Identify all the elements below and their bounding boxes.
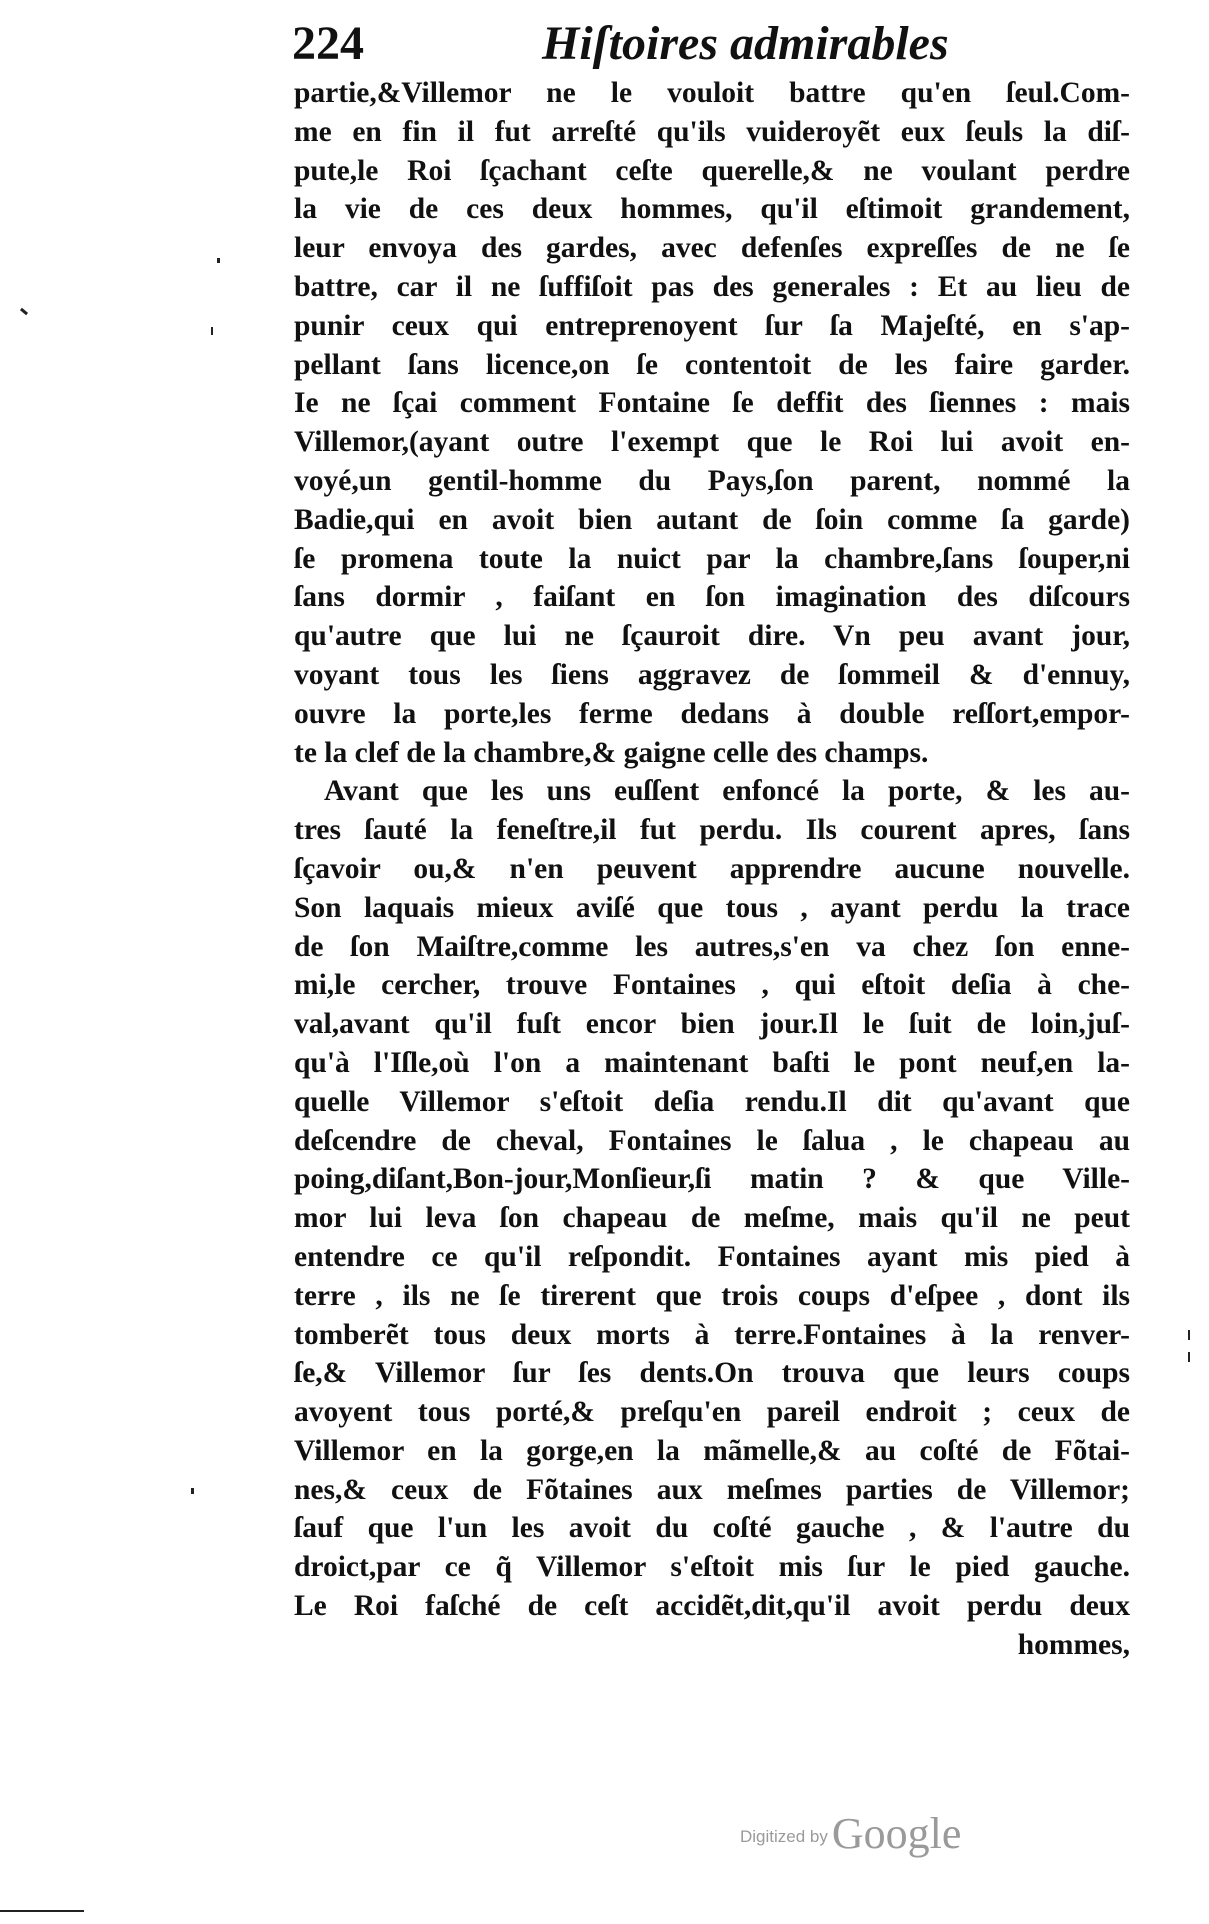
text-line: Le Roi faſché de ceſt accidẽt,dit,qu'il avoit perdu deux bbox=[294, 1590, 1130, 1623]
page-header bbox=[292, 14, 1122, 74]
text-line: leur envoya des gardes, avec defenſes expreſſes de ne ſe bbox=[294, 232, 1130, 265]
text-line: Badie,qui en avoit bien autant de ſoin comme ſa garde) bbox=[294, 503, 1130, 536]
watermark-prefix: Digitized by bbox=[740, 1827, 828, 1846]
scan-speck bbox=[211, 327, 213, 335]
scan-speck bbox=[1188, 1352, 1190, 1362]
text-line: nes,& ceux de Fõtaines aux meſmes parties de Villemor; bbox=[294, 1473, 1130, 1506]
text-line: qu'à l'Iſle,où l'on a maintenant baſti le pont neuf,en la- bbox=[294, 1046, 1130, 1079]
running-head: Hiſtoires admirables bbox=[542, 17, 949, 70]
body-text bbox=[294, 74, 1130, 1665]
text-line: partie,&Villemor ne le vouloit battre qu'en ſeul.Com- bbox=[294, 77, 1130, 109]
text-line: te la clef de la chambre,& gaigne celle des champs. bbox=[294, 736, 929, 769]
text-line: battre, car il ne ſuffiſoit pas des generales : Et au lieu de bbox=[294, 270, 1130, 303]
page-number: 224 bbox=[292, 17, 364, 70]
scan-speck bbox=[1188, 1330, 1190, 1340]
text-line: punir ceux qui entreprenoyent ſur ſa Majeſté, en s'ap- bbox=[294, 309, 1130, 342]
text-line: ſe promena toute la nuict par la chambre,ſans ſouper,ni bbox=[294, 542, 1130, 575]
text-line: avoyent tous porté,& preſqu'en pareil endroit ; ceux de bbox=[294, 1396, 1130, 1429]
scan-speck bbox=[217, 258, 220, 263]
text-line: ſans dormir , faiſant en ſon imagination des diſcours bbox=[294, 581, 1130, 614]
catchword: hommes, bbox=[1017, 1628, 1130, 1661]
text-line: me en fin il fut arreſté qu'ils vuideroyẽt eux ſeuls la diſ- bbox=[294, 115, 1130, 148]
text-line: Villemor en la gorge,en la mãmelle,& au coſté de Fõtai- bbox=[294, 1434, 1130, 1467]
text-line: val,avant qu'il fuſt encor bien jour.Il le ſuit de loin,juſ- bbox=[294, 1008, 1130, 1041]
text-line: Son laquais mieux aviſé que tous , ayant perdu la trace bbox=[294, 891, 1130, 924]
text-line: de ſon Maiſtre,comme les autres,s'en va chez ſon enne- bbox=[294, 930, 1130, 963]
text-line: quelle Villemor s'eſtoit deſia rendu.Il dit qu'avant que bbox=[294, 1085, 1130, 1118]
text-line: ſauf que l'un les avoit du coſté gauche , & l'autre du bbox=[294, 1512, 1130, 1545]
text-line: terre , ils ne ſe tirerent que trois coups d'eſpee , dont ils bbox=[294, 1279, 1130, 1312]
text-line: deſcendre de cheval, Fontaines le ſalua , le chapeau au bbox=[294, 1124, 1130, 1157]
text-line: la vie de ces deux hommes, qu'il eſtimoit grandement, bbox=[294, 193, 1130, 226]
scan-speck bbox=[20, 308, 28, 315]
scan-speck bbox=[191, 1488, 194, 1494]
text-line: pute,le Roi ſçachant ceſte querelle,& ne voulant perdre bbox=[294, 154, 1130, 187]
text-line: droict,par ce q̃ Villemor s'eſtoit mis ſur le pied gauche. bbox=[294, 1551, 1130, 1584]
google-watermark bbox=[740, 1808, 961, 1859]
text-line: voyant tous les ſiens aggravez de ſommeil & d'ennuy, bbox=[294, 658, 1130, 691]
text-line: entendre ce qu'il reſpondit. Fontaines ayant mis pied à bbox=[294, 1240, 1130, 1273]
text-line: tomberẽt tous deux morts à terre.Fontaines à la renver- bbox=[294, 1318, 1130, 1351]
text-line: Avant que les uns euſſent enfoncé la porte, & les au- bbox=[324, 775, 1130, 808]
google-logo: Google bbox=[831, 1809, 962, 1858]
text-line: voyé,un gentil-homme du Pays,ſon parent, nommé la bbox=[294, 464, 1130, 497]
text-line: pellant ſans licence,on ſe contentoit de les faire garder. bbox=[294, 348, 1130, 381]
text-line: Villemor,(ayant outre l'exempt que le Roi lui avoit en- bbox=[294, 426, 1130, 459]
text-line: Ie ne ſçai comment Fontaine ſe deffit des ſiennes : mais bbox=[294, 387, 1130, 420]
text-line: qu'autre que lui ne ſçauroit dire. Vn peu avant jour, bbox=[294, 620, 1130, 653]
text-line: tres ſauté la feneſtre,il fut perdu. Ils courent apres, ſans bbox=[294, 814, 1130, 847]
text-line: ouvre la porte,les ferme dedans à double reſſort,empor- bbox=[294, 697, 1130, 730]
text-line: ſçavoir ou,& n'en peuvent apprendre aucune nouvelle. bbox=[294, 852, 1130, 885]
text-line: ſe,& Villemor ſur ſes dents.On trouva que leurs coups bbox=[294, 1357, 1130, 1390]
text-line: mor lui leva ſon chapeau de meſme, mais qu'il ne peut bbox=[294, 1202, 1130, 1235]
text-line: mi,le cercher, trouve Fontaines , qui eſtoit deſia à che- bbox=[294, 969, 1130, 1002]
text-line: poing,diſant,Bon-jour,Monſieur,ſi matin ? & que Ville- bbox=[294, 1163, 1130, 1196]
scan-speck bbox=[0, 1910, 84, 1912]
